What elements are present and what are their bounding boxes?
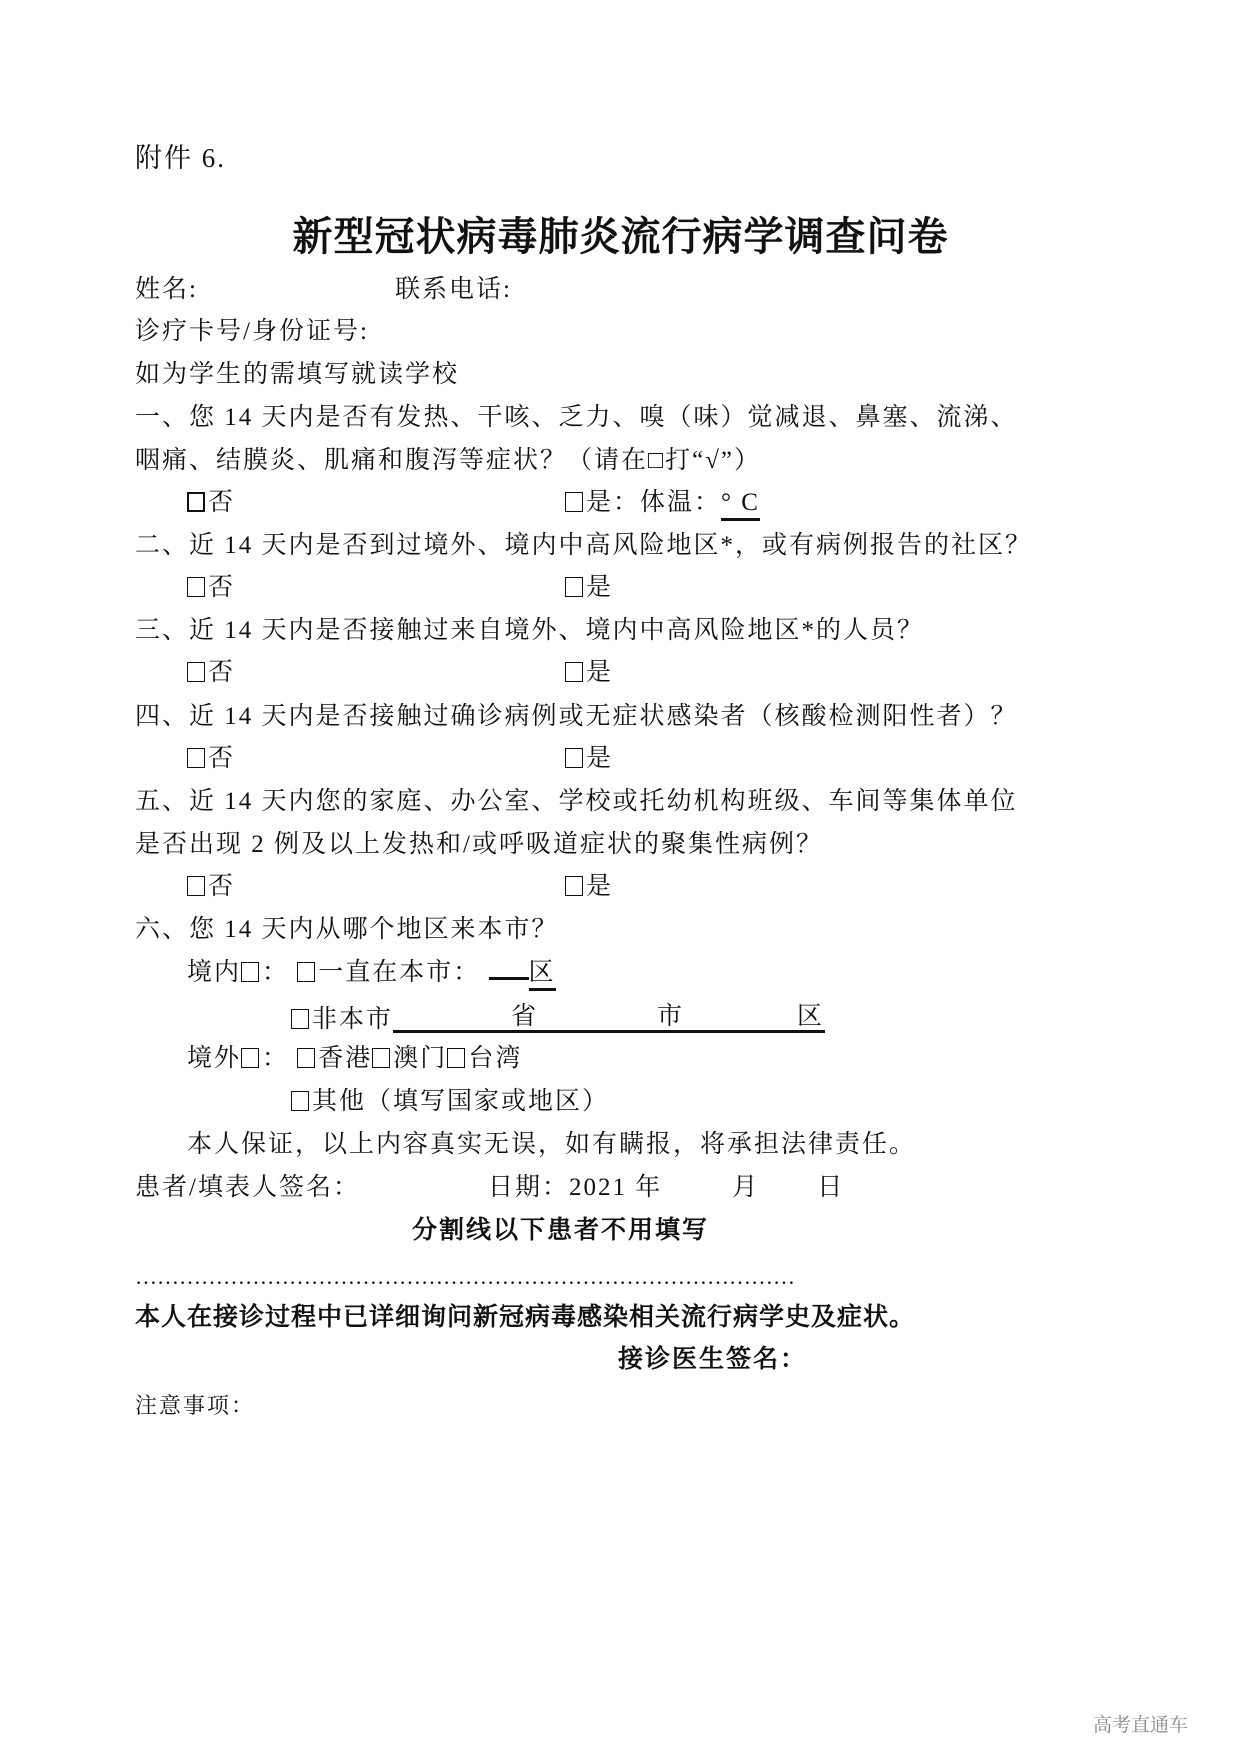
q6-nonlocal: 非本市 省 市 区 bbox=[291, 1002, 825, 1035]
q4-yes: 是 bbox=[565, 744, 613, 774]
name-label: 姓名: bbox=[135, 276, 198, 303]
q4-no: 否 bbox=[187, 744, 235, 774]
nonlocal-checkbox[interactable] bbox=[291, 1009, 309, 1029]
temperature-field[interactable]: ° C bbox=[721, 488, 760, 521]
q4-text: 四、近 14 天内是否接触过确诊病例或无症状感染者（核酸检测阳性者）？ bbox=[135, 703, 1018, 730]
signature-label: 患者/填表人签名： bbox=[135, 1174, 360, 1201]
q3-yes-checkbox[interactable] bbox=[565, 662, 583, 682]
hk-checkbox[interactable] bbox=[297, 1048, 315, 1068]
local-checkbox[interactable] bbox=[297, 962, 315, 982]
attachment-label: 附件 6. bbox=[135, 143, 226, 173]
q5-text: 五、近 14 天内您的家庭、办公室、学校或托幼机构班级、车间等集体单位 bbox=[135, 788, 1018, 815]
school-label: 如为学生的需填写就读学校 bbox=[135, 361, 460, 388]
q3-yes: 是 bbox=[565, 658, 613, 688]
card-label: 诊疗卡号/身份证号: bbox=[135, 318, 369, 345]
abroad-checkbox[interactable] bbox=[241, 1048, 259, 1068]
q2-no: 否 bbox=[187, 573, 235, 603]
q5-no-checkbox[interactable] bbox=[187, 876, 205, 896]
q5-no: 否 bbox=[187, 872, 235, 902]
q1-no-checkbox[interactable] bbox=[187, 492, 205, 512]
q3-no: 否 bbox=[187, 658, 235, 688]
macau-checkbox[interactable] bbox=[372, 1048, 390, 1068]
local-district-field[interactable] bbox=[489, 977, 529, 980]
q1-text: 一、您 14 天内是否有发热、干咳、乏力、嗅（味）觉减退、鼻塞、流涕、 bbox=[135, 404, 1018, 431]
q5-text-cont: 是否出现 2 例及以上发热和/或呼吸道症状的聚集性病例？ bbox=[135, 831, 823, 858]
q5-yes-checkbox[interactable] bbox=[565, 876, 583, 896]
doctor-statement: 本人在接诊过程中已详细询问新冠病毒感染相关流行病学史及症状。 bbox=[135, 1304, 916, 1331]
q6-domestic: 境内 ： 一直在本市： 区 bbox=[187, 958, 556, 991]
page-title: 新型冠状病毒肺炎流行病学调查问卷 bbox=[292, 214, 949, 259]
q5-yes: 是 bbox=[565, 872, 613, 902]
q6-abroad: 境外 ： 香港 澳门 台湾 bbox=[187, 1045, 523, 1072]
divider-note: 分割线以下患者不用填写 bbox=[412, 1217, 710, 1244]
q6-text: 六、您 14 天内从哪个地区来本市？ bbox=[135, 916, 559, 943]
date-field: 日期：2021 年 月 日 bbox=[488, 1174, 845, 1201]
q4-no-checkbox[interactable] bbox=[187, 748, 205, 768]
q2-yes: 是 bbox=[565, 573, 613, 603]
q1-yes: 是：体温：° C bbox=[565, 488, 760, 521]
phone-label: 联系电话: bbox=[395, 276, 512, 303]
q1-text-cont: 咽痛、结膜炎、肌痛和腹泻等症状？（请在□打“√”） bbox=[135, 447, 762, 474]
taiwan-checkbox[interactable] bbox=[447, 1048, 465, 1068]
divider-line: ……………………………………………………………………………… bbox=[135, 1264, 795, 1289]
q2-yes-checkbox[interactable] bbox=[565, 577, 583, 597]
q1-no: 否 bbox=[187, 488, 235, 518]
q6-other: 其他（填写国家或地区） bbox=[291, 1087, 609, 1117]
q3-text: 三、近 14 天内是否接触过来自境外、境内中高风险地区*的人员？ bbox=[135, 617, 925, 644]
nonlocal-address-field[interactable]: 省 市 区 bbox=[393, 1002, 825, 1033]
notes-label: 注意事项： bbox=[135, 1393, 256, 1418]
q4-yes-checkbox[interactable] bbox=[565, 748, 583, 768]
q3-no-checkbox[interactable] bbox=[187, 662, 205, 682]
domestic-checkbox[interactable] bbox=[241, 962, 259, 982]
doctor-signature-label: 接诊医生签名： bbox=[618, 1346, 808, 1373]
q2-text: 二、近 14 天内是否到过境外、境内中高风险地区*，或有病例报告的社区？ bbox=[135, 532, 1033, 559]
q2-no-checkbox[interactable] bbox=[187, 577, 205, 597]
watermark: 高考直通车 bbox=[1093, 1714, 1189, 1736]
q1-yes-checkbox[interactable] bbox=[565, 492, 583, 512]
other-checkbox[interactable] bbox=[291, 1091, 309, 1111]
pledge-text: 本人保证，以上内容真实无误，如有瞒报，将承担法律责任。 bbox=[187, 1131, 917, 1158]
